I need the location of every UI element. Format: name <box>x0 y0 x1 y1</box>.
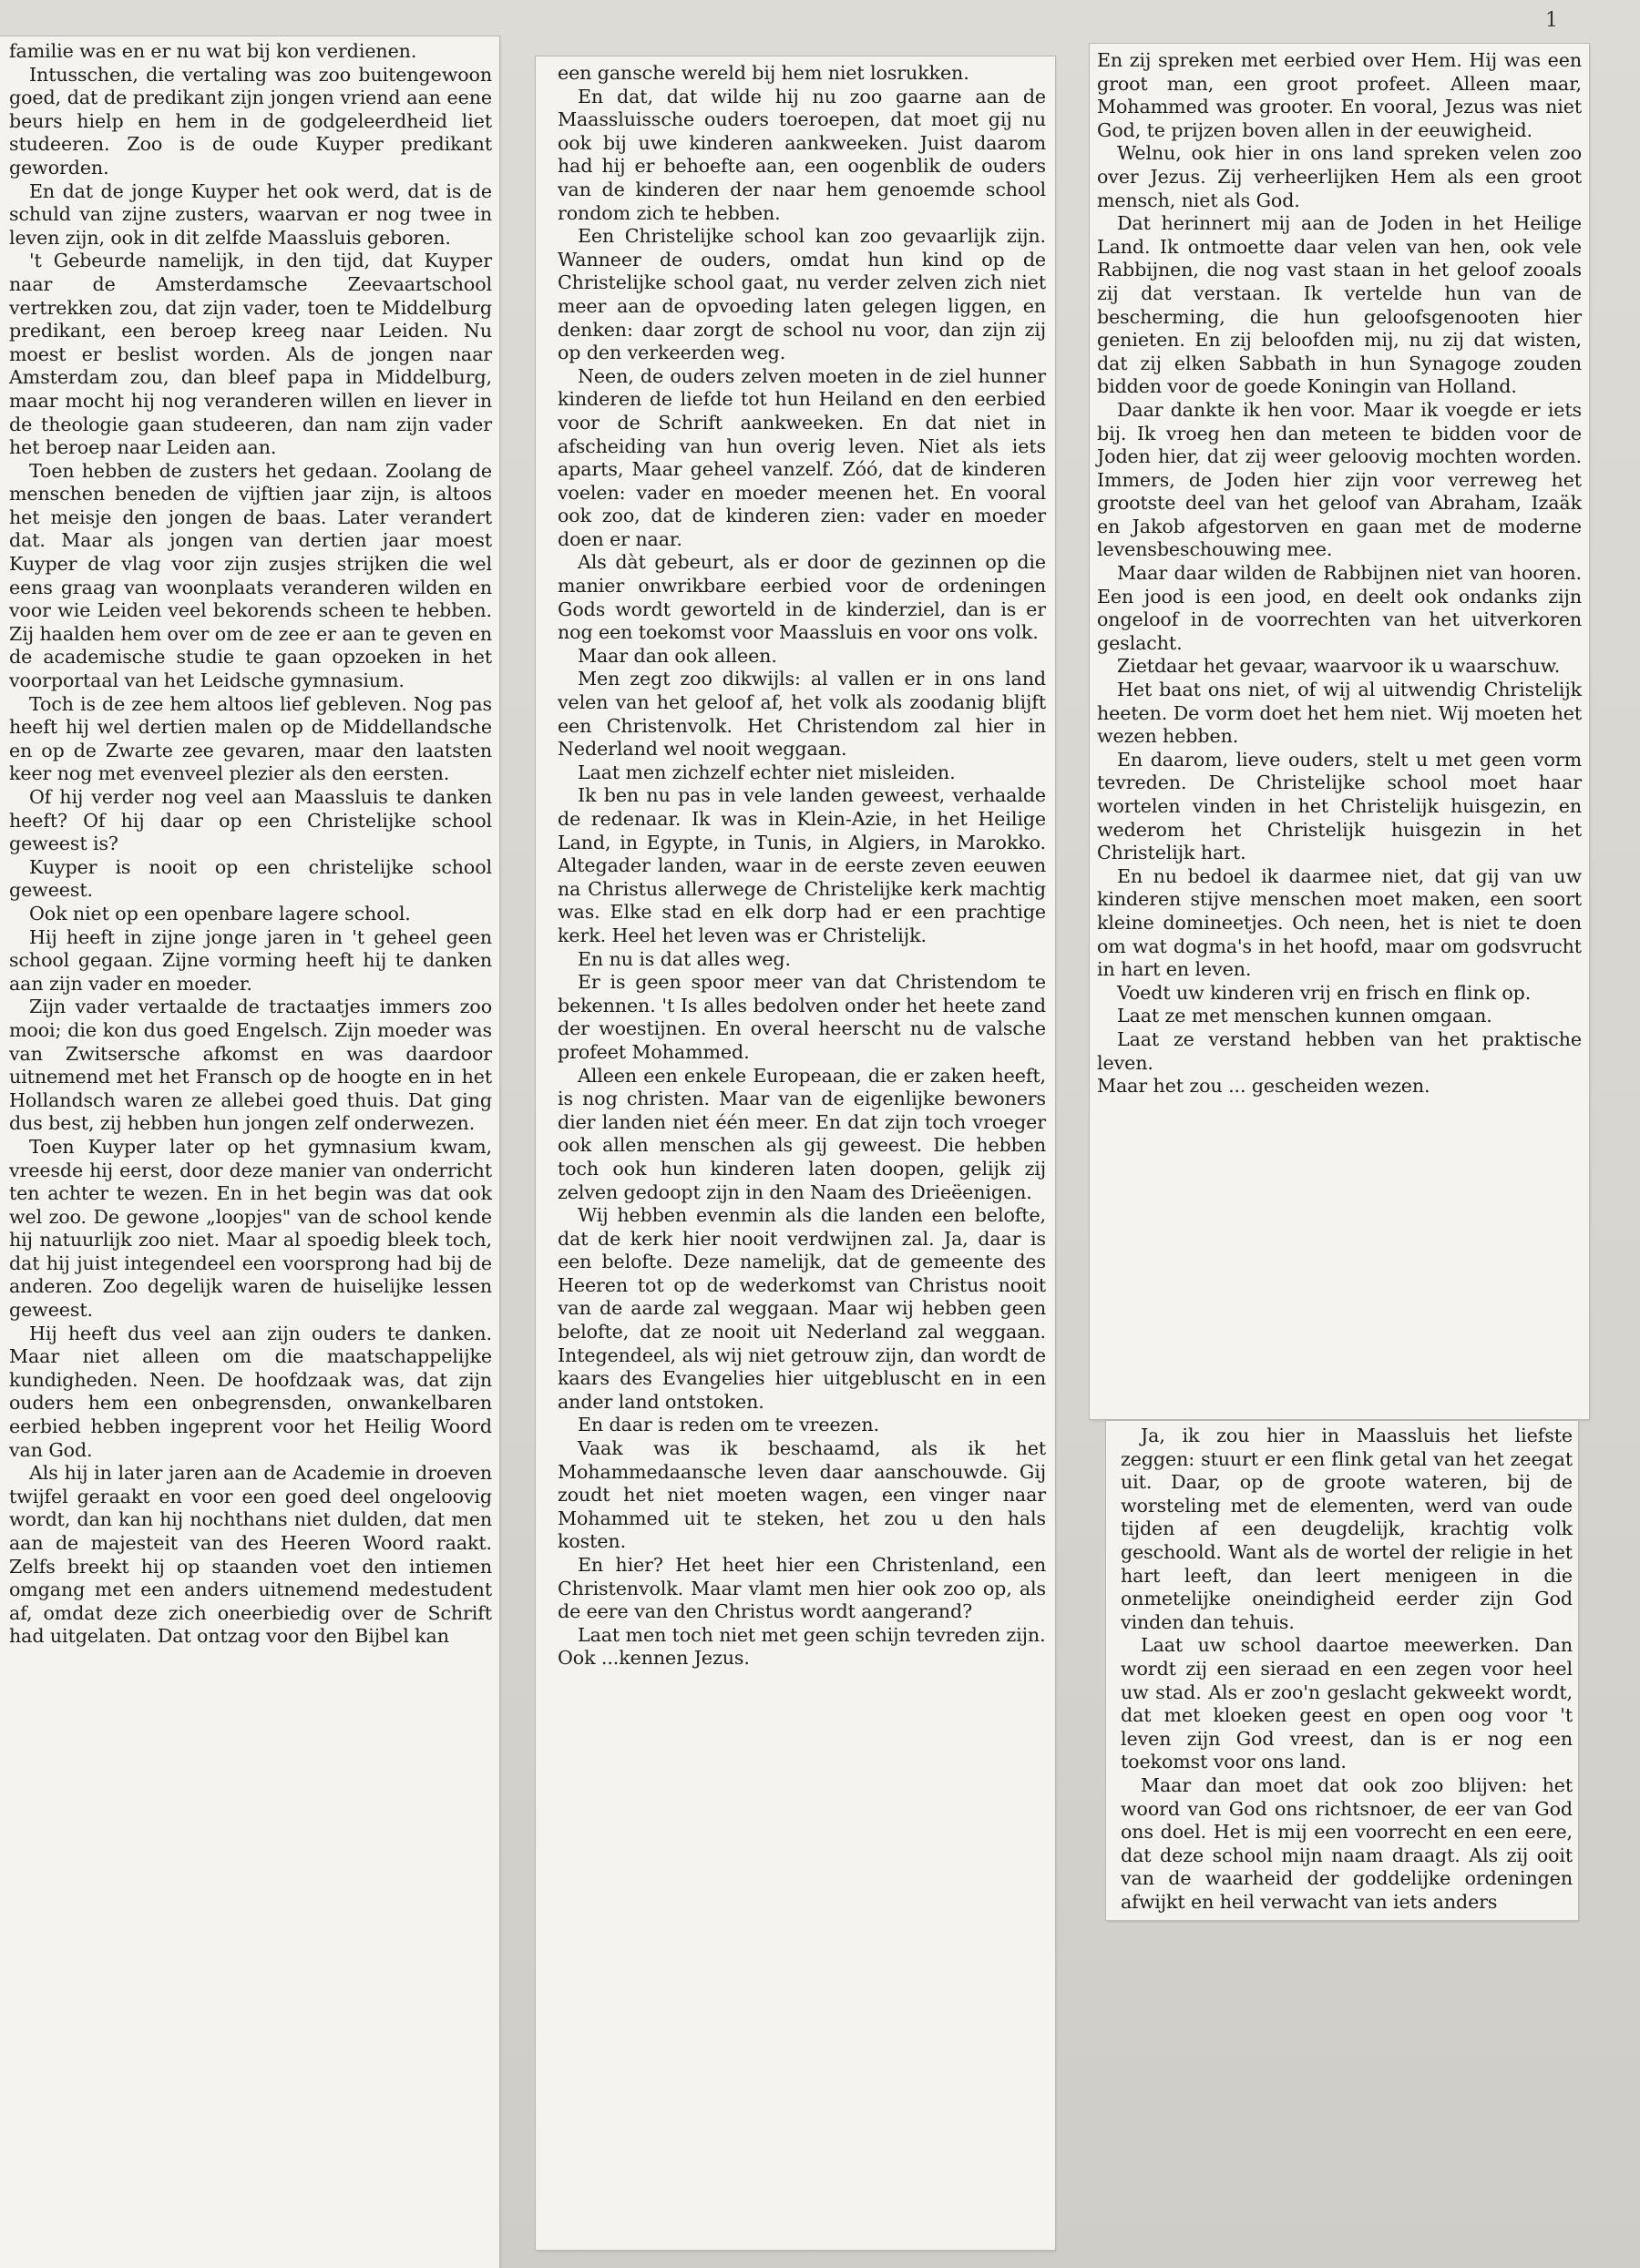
article-paragraph: 't Gebeurde namelijk, in den tijd, dat Kuyper naar de Amsterdamsche Zeevaartschool vertrekken zou, dat zijn vader, toen te Middelburg predikant, een beroep kreeg naar Leiden. Nu moest er beslist worden. Als de jongen naar Amsterdam zou, dan bleef papa in Middelburg, maar mocht hij nog veranderen willen en liever in de theologie gaan studeeren, dan nam zijn vader het beroep naar Leiden aan. <box>9 250 492 459</box>
article-paragraph: Het baat ons niet, of wij al uitwendig Christelijk heeten. De vorm doet het hem niet. Wij moeten het wezen hebben. <box>1097 679 1582 748</box>
article-paragraph: Toen Kuyper later op het gymnasium kwam, vreesde hij eerst, door deze manier van onderricht ten achter te wezen. En in het begin was dat ook wel zoo. De gewone „loopjes" van de school kende hij natuurlijk zoo niet. Maar al spoedig bleek toch, dat hij juist integendeel een voorsprong had bij de anderen. Zoo degelijk waren de huiselijke lessen geweest. <box>9 1135 492 1322</box>
article-paragraph: Toen hebben de zusters het gedaan. Zoolang de menschen beneden de vijftien jaar zijn, is altoos het meisje den jongen de baas. Later verandert dat. Maar als jongen van dertien jaar moest Kuyper de vlag voor zijn zusjes strijken die wel eens graag van woonplaats veranderen wilden en voor wie Leiden veel bekorends scheen te hebben. Zij haalden hem over om de zee er aan te geven en de academische studie te gaan opzoeken in het voorportaal van het Leidsche gymnasium. <box>9 459 492 692</box>
article-paragraph: Alleen een enkele Europeaan, die er zaken heeft, is nog christen. Maar van de eigenlijke bewoners dier landen niet één meer. En dat zijn toch vroeger ook allen menschen als gij geweest. Die hebben toch ook hun kinderen laten doopen, gelijk zij zelven gedoopt zijn in den Naam des Drieëenigen. <box>558 1064 1046 1203</box>
article-paragraph: En dat de jonge Kuyper het ook werd, dat is de schuld van zijne zusters, waarvan er nog twee in leven zijn, ook in dit zelfde Maassluis geboren. <box>9 179 492 249</box>
newspaper-clipping-column-1 <box>0 36 499 2268</box>
article-paragraph: familie was en er nu wat bij kon verdienen. <box>9 40 417 62</box>
article-paragraph: Een Christelijke school kan zoo gevaarlijk zijn. Wanneer de ouders, omdat hun kind op de Christelijke school gaat, nu verder zelven zich niet meer aan de opvoeding laten gelegen liggen, en denken: daar zorgt de school nu voor, dan zijn zij op den verkeerden weg. <box>558 225 1046 364</box>
article-paragraph: Vaak was ik beschaamd, als ik het Mohammedaansche leven daar aanschouwde. Gij zoudt het niet moeten wagen, een vinger naar Mohammed uit te steken, het zou u den hals kosten. <box>558 1437 1046 1553</box>
article-paragraph: Zietdaar het gevaar, waarvoor ik u waarschuw. <box>1117 655 1561 678</box>
article-paragraph: Wij hebben evenmin als die landen een belofte, dat de kerk hier nooit verdwijnen zal. Ja, daar is een belofte. Deze namelijk, dat de gemeente des Heeren tot op de wederkomst van Christus nooit van de aarde zal weggaan. Maar wij hebben geen belofte, dat ze nooit uit Nederland zal weggaan. Integendeel, als wij niet getrouw zijn, dan wordt de kaars des Evangelies hier uitgebluscht en in een ander land ontstoken. <box>558 1204 1046 1413</box>
article-paragraph: Ja, ik zou hier in Maassluis het liefste zeggen: stuurt er een flink getal van het zeegat uit. Daar, op de groote wateren, bij de worsteling met de elementen, werd van oude tijden af een deugdelijk, krachtig volk geschoold. Want als de wortel der religie in het hart leeft, dan leert menigeen in die onmetelijke oneindigheid eerder zijn God vinden dan tehuis. <box>1121 1425 1573 1633</box>
article-paragraph: Als hij in later jaren aan de Academie in droeven twijfel geraakt en voor een goed deel ongeloovig wordt, dan kan hij nochthans niet dulden, dat men aan de majesteit van des Heeren Woord raakt. Zelfs breekt hij op staanden voet den intiemen omgang met een anders uitnemend medestudent af, omdat deze zich oneerbiedig over de Schrift had uitgelaten. Dat ontzag voor den Bijbel kan <box>9 1462 492 1648</box>
article-paragraph: Als dàt gebeurt, als er door de gezinnen op die manier onwrikbare eerbied voor de ordeningen Gods wordt geworteld in de kinderziel, dan is er nog een toekomst voor Maassluis en voor ons volk. <box>558 551 1046 644</box>
article-paragraph: Maar dan ook alleen. <box>578 644 777 667</box>
article-paragraph: Laat men toch niet met geen schijn tevreden zijn. <box>578 1623 1046 1646</box>
article-paragraph: En nu bedoel ik daarmee niet, dat gij van uw kinderen stijve menschen moet maken, een soort kleine domineetjes. Och neen, het is niet te doen om wat dogma's in het hoofd, maar om godsvrucht in hart en leven. <box>1097 864 1582 981</box>
article-paragraph: Welnu, ook hier in ons land spreken velen zoo over Jezus. Zij verheerlijken Hem als een groot mensch, niet als God. <box>1097 142 1582 211</box>
article-paragraph: Maar dan moet dat ook zoo blijven: het woord van God ons richtsnoer, de eer van God ons doel. Het is mij een voorrecht en een eere, dat deze school mijn naam draagt. Als zij ooit van de waarheid der goddelijke ordeningen afwijkt en heil verwacht van iets anders <box>1121 1773 1573 1913</box>
article-paragraph: Ook ...kennen Jezus. <box>558 1647 750 1670</box>
article-paragraph: Maar het zou ... gescheiden wezen. <box>1097 1075 1430 1098</box>
article-paragraph: Ook niet op een openbare lagere school. <box>29 902 411 925</box>
article-paragraph: En daarom, lieve ouders, stelt u met geen vorm tevreden. De Christelijke school moet haar wortelen vinden in het Christelijk huisgezin, en wederom het Christelijk huisgezin in het Christelijk hart. <box>1097 748 1582 864</box>
article-paragraph: Laat uw school daartoe meewerken. Dan wordt zij een sieraad en een zegen voor heel uw stad. Als er zoo'n geslacht gekweekt wordt, dat met kloeken geest en open oog voor 't leven zijn God vreest, dan is er nog een toekomst voor ons land. <box>1121 1634 1573 1773</box>
article-paragraph: Hij heeft dus veel aan zijn ouders te danken. Maar niet alleen om die maatschappelijke kundigheden. Neen. De hoofdzaak was, dat zijn ouders hem een onbegrensden, onwankelbaren eerbied hebben ingeprent voor het Heilig Woord van God. <box>9 1322 492 1461</box>
article-paragraph: Voedt uw kinderen vrij en frisch en flink op. <box>1117 981 1532 1004</box>
article-paragraph: Laat ze verstand hebben van het praktische leven. <box>1097 1027 1582 1074</box>
article-paragraph: Intusschen, die vertaling was zoo buitengewoon goed, dat de predikant zijn jongen vriend aan eene beurs hielp en hem in de godgeleerdheid liet studeeren. Zoo is de oude Kuyper predikant geworden. <box>9 63 492 179</box>
article-paragraph: Daar dankte ik hen voor. Maar ik voegde er iets bij. Ik vroeg hen dan meteen te bidden voor de Joden hier, dat zij weer geloovig mochten worden. Immers, de Joden hier zijn voor verreweg het grootste deel van het geloof van Abraham, Izaäk en Jakob afgestorven en gaan met de moderne levensbeschouwing mee. <box>1097 398 1582 561</box>
article-paragraph: Laat men zichzelf echter niet misleiden. <box>578 761 956 783</box>
page-number: 1 <box>1545 9 1558 32</box>
article-paragraph: Er is geen spoor meer van dat Christendom te bekennen. 't Is alles bedolven onder het heete zand der woestijnen. En overal heerscht nu de valsche profeet Mohammed. <box>558 971 1046 1063</box>
article-paragraph: En dat, dat wilde hij nu zoo gaarne aan de Maassluissche ouders toeroepen, dat moet gij nu ook bij uwe kinderen aankweeken. Juist daarom had hij er behoefte aan, een oogenblik de ouders van de kinderen der naar hem genoemde school rondom zich te hebben. <box>558 85 1046 224</box>
article-paragraph: En nu is dat alles weg. <box>578 947 791 970</box>
article-paragraph: Laat ze met menschen kunnen omgaan. <box>1117 1005 1492 1027</box>
newspaper-clipping-column-2 <box>536 56 1055 2250</box>
newspaper-clipping-column-3-bottom <box>1106 1421 1578 1920</box>
article-paragraph: Zijn vader vertaalde de tractaatjes immers zoo mooi; die kon dus goed Engelsch. Zijn moeder was van Zwitsersche afkomst en was daardoor uitnemend met het Fransch op de hoogte en in het Hollandsch waren ze allebei goed thuis. Dat ging dus best, zij hebben hun jongen zelf onderwezen. <box>9 996 492 1135</box>
newspaper-clipping-column-3-top <box>1090 44 1589 1419</box>
article-paragraph: En zij spreken met eerbied over Hem. Hij was een groot man, een groot profeet. Alleen maar, Mohammed was grooter. En vooral, Jezus was niet God, te prijzen boven allen in der eeuwigheid. <box>1097 49 1582 141</box>
article-paragraph: Men zegt zoo dikwijls: al vallen er in ons land velen van het geloof af, het volk als zoodanig blijft een Christenvolk. Het Christendom zal hier in Nederland wel nooit weggaan. <box>558 668 1046 761</box>
article-paragraph: Toch is de zee hem altoos lief gebleven. Nog pas heeft hij wel dertien malen op de Middellandsche en op de Zwarte zee gevaren, maar den laatsten keer nog met evenveel plezier als den eersten. <box>9 692 492 785</box>
article-paragraph: Neen, de ouders zelven moeten in de ziel hunner kinderen de liefde tot hun Heiland en den eerbied voor de Schrift aankweeken. En dat niet in afscheiding van hun overig leven. Niet als iets aparts, Maar geheel vanzelf. Zóó, dat de kinderen voelen: vader en moeder meenen het. En vooral ook zoo, dat de kinderen zien: vader en moeder doen er naar. <box>558 364 1046 550</box>
article-paragraph: Maar daar wilden de Rabbijnen niet van hooren. Een jood is een jood, en deelt ook ondanks zijn ongeloof in de voorrechten van het uitverkoren geslacht. <box>1097 562 1582 654</box>
article-paragraph: En hier? Het heet hier een Christenland, een Christenvolk. Maar vlamt men hier ook zoo op, als de eere van den Christus wordt aangerand? <box>558 1554 1046 1623</box>
article-paragraph: Kuyper is nooit op een christelijke school geweest. <box>9 855 492 902</box>
article-paragraph: Of hij verder nog veel aan Maassluis te danken heeft? Of hij daar op een Christelijke school geweest is? <box>9 786 492 855</box>
article-paragraph: En daar is reden om te vreezen. <box>578 1414 879 1436</box>
article-paragraph: Hij heeft in zijne jonge jaren in 't geheel geen school gegaan. Zijne vorming heeft hij te danken aan zijn vader en moeder. <box>9 925 492 995</box>
article-paragraph: Ik ben nu pas in vele landen geweest, verhaalde de redenaar. Ik was in Klein-Azie, in het Heilige Land, in Egypte, in Tunis, in Algiers, in Marokko. Altegader landen, waar in de eerste zeven eeuwen na Christus allerwege de Christelijke kerk machtig was. Elke stad en elk dorp had er een prachtige kerk. Heel het leven was er Christelijk. <box>558 784 1046 946</box>
article-paragraph: een gansche wereld bij hem niet losrukken. <box>558 62 969 84</box>
article-paragraph: Dat herinnert mij aan de Joden in het Heilige Land. Ik ontmoette daar velen van hen, ook vele Rabbijnen, die nog vast staan in het geloof zooals zij dat verstaan. Ik vertelde hun van de bescherming, die hun geloofsgenooten hier genieten. En zij beloofden mij, nu zij dat wisten, dat zij elken Sabbath in hun Synagoge zouden bidden voor de goede Koningin van Holland. <box>1097 212 1582 398</box>
